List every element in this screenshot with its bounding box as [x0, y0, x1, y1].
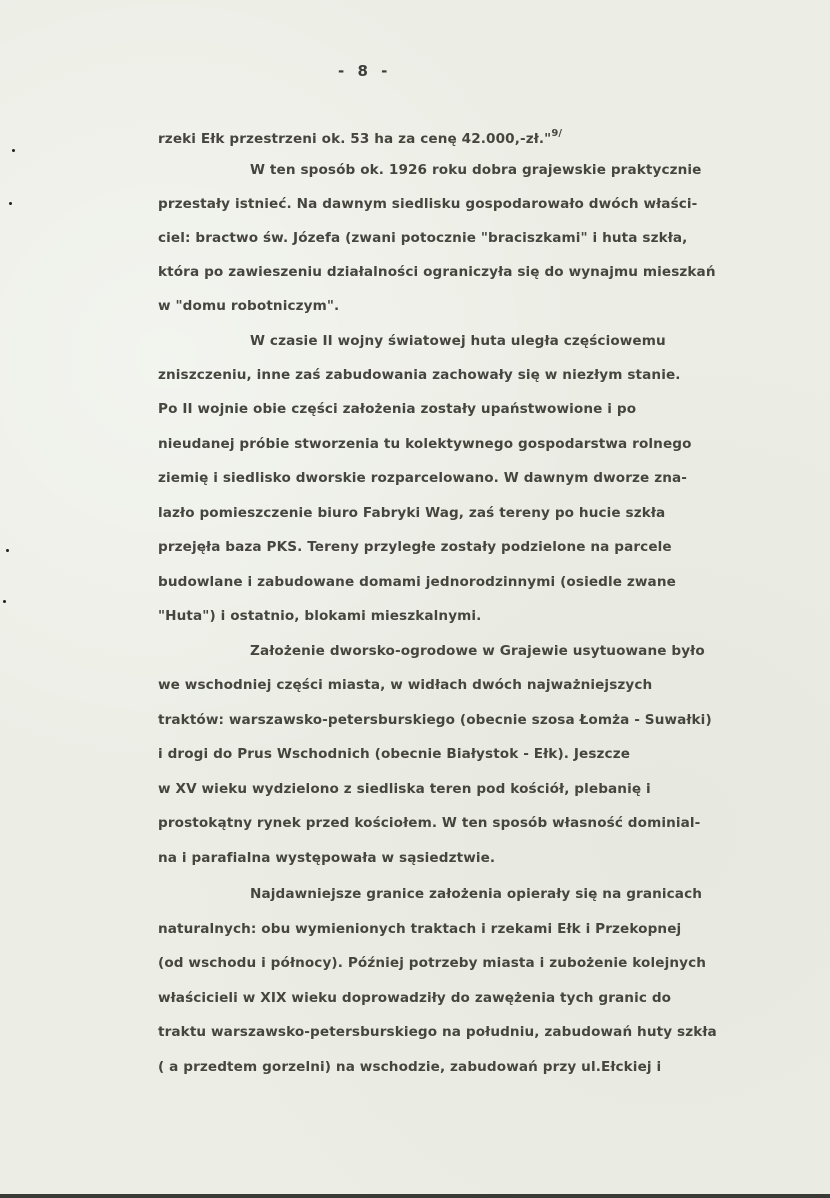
text-line: [158, 781, 651, 797]
text-line: [158, 401, 636, 417]
text-line-content: "Huta") i ostatnio, blokami mieszkalnymi.: [158, 608, 482, 624]
text-line-content: w XV wieku wydzielono z siedliska teren pod kościół, plebanię i: [158, 781, 651, 797]
text-line-content: prostokątny rynek przed kościołem. W ten sposób własność dominial-: [158, 815, 701, 831]
margin-punch-mark: [6, 549, 9, 552]
text-line: [158, 539, 672, 555]
text-line: [158, 470, 687, 486]
text-line: [158, 298, 339, 314]
text-line-content: właścicieli w XIX wieku doprowadziły do zawężenia tych granic do: [158, 990, 672, 1006]
text-line-content: zniszczeniu, inne zaś zabudowania zachowały się w niezłym stanie.: [158, 367, 681, 383]
text-line-content: na i parafialna występowała w sąsiedztwie.: [158, 850, 496, 866]
text-line: [158, 677, 652, 693]
text-line-content: traktu warszawsko-petersburskiego na południu, zabudowań huty szkła: [158, 1024, 717, 1040]
text-line-content: (od wschodu i północy). Później potrzeby miasta i zubożenie kolejnych: [158, 955, 707, 971]
text-line: [158, 712, 712, 728]
text-line: [250, 643, 705, 659]
text-line: [158, 815, 700, 831]
text-line: [158, 1024, 717, 1040]
text-line-content: lazło pomieszczenie biuro Fabryki Wag, zaś tereny po hucie szkła: [158, 505, 666, 521]
text-line: [158, 990, 671, 1006]
text-line-content: Założenie dworsko-ogrodowe w Grajewie usytuowane było: [250, 643, 705, 659]
text-line-content: ciel: bractwo św. Józefa (zwani potocznie "braciszkami" i huta szkła,: [158, 230, 688, 246]
text-line-content: rzeki Ełk przestrzeni ok. 53 ha za cenę 42.000,-zł.": [158, 131, 552, 147]
text-line-content: traktów: warszawsko-petersburskiego (obecnie szosa Łomża - Suwałki): [158, 712, 712, 728]
text-line-content: Najdawniejsze granice założenia opierały się na granicach: [250, 886, 703, 902]
text-line-content: we wschodniej części miasta, w widłach dwóch najważniejszych: [158, 677, 653, 693]
text-line: [158, 921, 681, 937]
text-line: [250, 162, 701, 178]
text-line-content: naturalnych: obu wymienionych traktach i rzekami Ełk i Przekopnej: [158, 921, 682, 937]
page-number: - 8 -: [338, 62, 392, 80]
text-line-content: ( a przedtem gorzelni) na wschodzie, zabudowań przy ul.Ełckiej i: [158, 1059, 662, 1075]
margin-punch-mark: [3, 600, 6, 603]
scan-bottom-edge: [0, 1194, 830, 1198]
text-line: [158, 264, 716, 280]
text-line: [158, 1059, 661, 1075]
text-line: [158, 505, 665, 521]
text-line-content: przestały istnieć. Na dawnym siedlisku gospodarowało dwóch właści-: [158, 196, 698, 212]
text-line: [250, 886, 702, 902]
text-line-content: Po II wojnie obie części założenia zostały upaństwowione i po: [158, 401, 637, 417]
text-line: [250, 333, 666, 349]
text-line-content: ziemię i siedlisko dworskie rozparcelowano. W dawnym dworze zna-: [158, 470, 688, 486]
text-line: [158, 955, 706, 971]
margin-punch-mark: [12, 149, 15, 152]
text-line: [158, 128, 562, 147]
text-line-content: W czasie II wojny światowej huta uległa częściowemu: [250, 333, 666, 349]
footnote-reference: 9/: [551, 128, 563, 139]
text-line-content: i drogi do Prus Wschodnich (obecnie Białystok - Ełk). Jeszcze: [158, 746, 631, 762]
text-line-content: przejęła baza PKS. Tereny przyległe zostały podzielone na parcele: [158, 539, 672, 555]
text-line: [158, 850, 495, 866]
text-line: [158, 608, 481, 624]
text-line: [158, 196, 697, 212]
margin-punch-mark: [9, 202, 12, 205]
text-line-content: w "domu robotniczym".: [158, 298, 340, 314]
text-line: [158, 574, 676, 590]
text-line-content: W ten sposób ok. 1926 roku dobra grajewskie praktycznie: [250, 162, 702, 178]
text-line-content: budowlane i zabudowane domami jednorodzinnymi (osiedle zwane: [158, 574, 676, 590]
text-line: [158, 230, 687, 246]
text-line-content: która po zawieszeniu działalności ograniczyła się do wynajmu mieszkań: [158, 264, 716, 280]
text-line: [158, 746, 630, 762]
text-line: [158, 436, 692, 452]
text-line: [158, 367, 681, 383]
text-line-content: nieudanej próbie stworzenia tu kolektywnego gospodarstwa rolnego: [158, 436, 692, 452]
